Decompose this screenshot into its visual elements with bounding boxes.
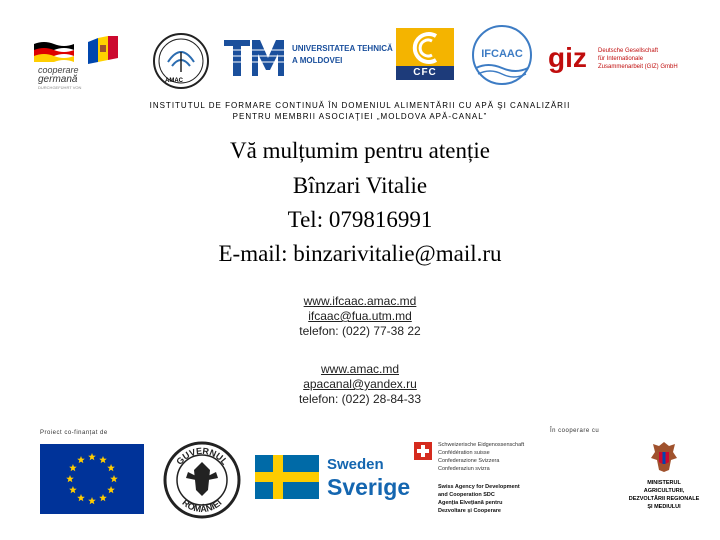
swiss-cross-icon <box>414 442 432 460</box>
eu-star <box>88 453 96 460</box>
eu-star <box>69 486 77 493</box>
sdc-line4: Dezvoltare și Cooperare <box>438 508 501 514</box>
cooperation-label: În cooperare cu <box>550 428 600 434</box>
giz-logo <box>548 42 708 78</box>
gov-line1: GUVERNUL <box>174 445 230 467</box>
government-seal-icon <box>162 440 242 520</box>
eu-star <box>107 486 115 493</box>
amac-logo <box>148 32 214 92</box>
amac-website-link[interactable]: www.amac.md <box>320 362 400 376</box>
ministry-logo <box>618 440 710 520</box>
institute-title-line1: INSTITUTUL DE FORMARE CONTINUĂ ÎN DOMENIUL ALIMENTĂRII CU APĂ ŞI CANALIZĂRII <box>149 101 571 110</box>
ministry-line4: ȘI MEDIULUI <box>647 504 681 510</box>
coop-line1: cooperare <box>38 65 79 75</box>
giz-wordmark: giz <box>548 42 587 73</box>
ministry-line1: MINISTERUL <box>647 480 681 486</box>
sdc-line3: Agenția Elvețiană pentru <box>438 500 503 506</box>
ifcaac-email-link[interactable]: ifcaac@fua.utm.md <box>308 309 412 323</box>
sdc-line1: Swiss Agency for Development <box>438 484 520 490</box>
contact-block-amac <box>0 362 720 407</box>
sweden-line2: Sverige <box>327 474 411 500</box>
ministry-line2: AGRICULTURII, <box>643 488 685 494</box>
coop-line3: DURCHGEFÜHRT VON <box>38 85 82 90</box>
moldova-coat-of-arms-icon <box>649 440 679 474</box>
eu-star <box>107 464 115 471</box>
presenter-name: Bînzari Vitalie <box>292 173 428 198</box>
eu-star <box>77 494 85 501</box>
eu-star <box>77 456 85 463</box>
swiss-sdc-logo <box>412 440 550 520</box>
eu-star <box>66 475 74 482</box>
eu-star <box>99 494 107 501</box>
giz-line3: Zusammenarbeit (GIZ) GmbH <box>598 64 678 70</box>
sweden-line1: Sweden <box>327 456 384 473</box>
ifcaac-website-link[interactable]: www.ifcaac.amac.md <box>303 294 417 308</box>
amac-label: AMAC <box>165 78 183 84</box>
swiss-line4: Confederaziun svizra <box>438 466 490 472</box>
ifcaac-phone: telefon: (022) 77-38 22 <box>299 324 421 338</box>
ministry-line3: DEZVOLTĂRII REGIONALE <box>628 496 700 502</box>
eu-star <box>99 456 107 463</box>
presenter-phone: Tel: 079816991 <box>287 207 433 232</box>
ifcaac-logo <box>468 24 536 86</box>
swiss-line3: Confederazione Svizzera <box>438 458 500 464</box>
amac-phone: telefon: (022) 28-84-33 <box>298 392 422 406</box>
swiss-line2: Confédération suisse <box>438 450 490 456</box>
funded-by-label: Proiect co-finanțat de <box>40 430 108 436</box>
utm-logo <box>222 36 393 80</box>
eu-stars-icon <box>40 444 144 514</box>
utm-line2: A MOLDOVEI <box>292 56 343 65</box>
cooperare-germana-logo <box>30 32 122 90</box>
giz-line2: für Internationale <box>598 56 644 62</box>
eu-star <box>88 497 96 504</box>
giz-line1: Deutsche Gesellschaft <box>598 48 659 54</box>
romanian-government-logo <box>162 440 242 520</box>
ifcaac-label: IFCAAC <box>481 48 523 60</box>
coop-line2: germană <box>38 74 78 85</box>
germany-flag-icon <box>34 40 74 62</box>
gov-line2: ROMÂNIEI <box>180 497 224 515</box>
swiss-line1: Schweizerische Eidgenossenschaft <box>438 442 525 448</box>
moldova-flag-icon <box>88 36 118 64</box>
sweden-flag-icon <box>255 455 319 499</box>
amac-email-link[interactable]: apacanal@yandex.ru <box>303 377 417 391</box>
utm-monogram-icon <box>222 36 288 80</box>
cfc-logo <box>396 28 454 80</box>
eu-flag-logo <box>40 444 144 514</box>
cfc-label: CFC <box>396 66 454 80</box>
utm-line1: UNIVERSITATEA TEHNICĂ <box>292 44 393 53</box>
presenter-email: E-mail: binzarivitalie@mail.ru <box>218 241 502 266</box>
thanks-heading: Vă mulțumim pentru atenție <box>230 138 490 163</box>
contact-block-ifcaac <box>0 294 720 339</box>
sdc-line2: and Cooperation SDC <box>438 492 495 498</box>
eu-star <box>69 464 77 471</box>
sweden-logo <box>255 452 415 502</box>
cfc-emblem-icon <box>396 28 454 68</box>
institute-title-line2: PENTRU MEMBRII ASOCIAŢIEI „MOLDOVA APĂ-CANAL” <box>232 112 488 121</box>
eu-star <box>110 475 118 482</box>
